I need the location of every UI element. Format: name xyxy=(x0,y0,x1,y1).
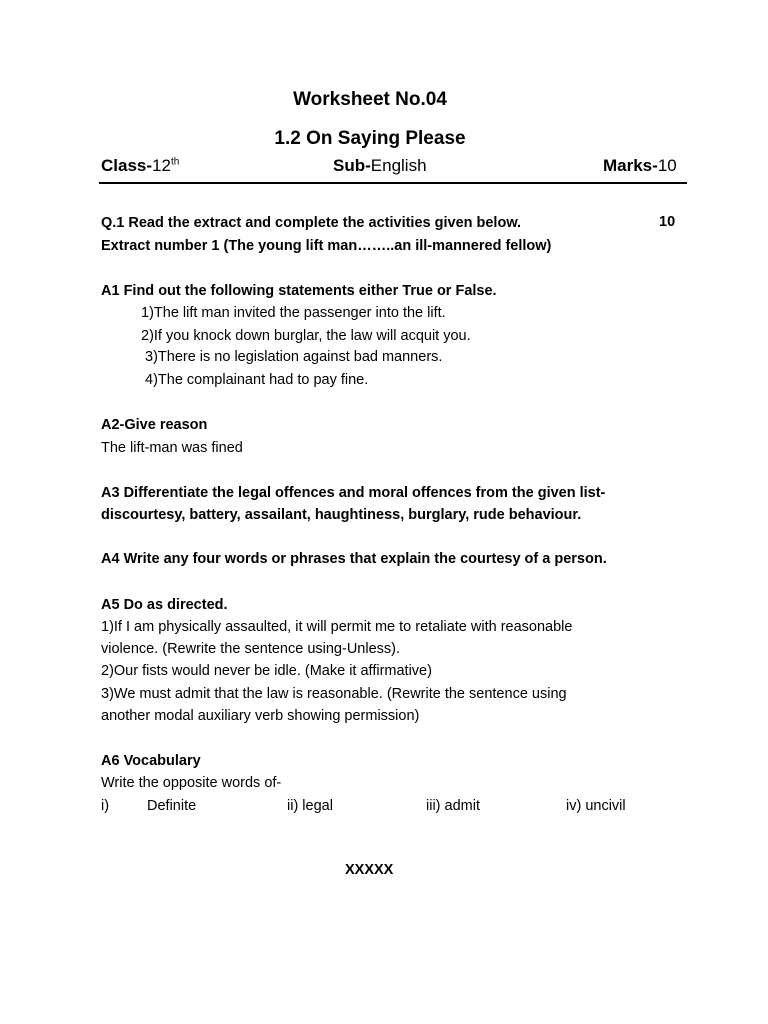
vocab-item: ii) legal xyxy=(287,798,333,814)
marks-value: 10 xyxy=(657,156,677,175)
question-1: Q.1 Read the extract and complete the activities given below. xyxy=(101,215,522,231)
subject-label: Sub- xyxy=(333,156,371,175)
a4-text: A4 Write any four words or phrases that explain the courtesy of a person. xyxy=(101,551,607,567)
subject-value: English xyxy=(370,156,427,175)
a1-statement: 4)The complainant had to pay fine. xyxy=(145,372,369,388)
subject-info xyxy=(333,156,427,176)
header-divider xyxy=(99,182,687,184)
a2-text: The lift-man was fined xyxy=(101,440,243,456)
class-value: 12 xyxy=(152,156,171,175)
a1-statement: 2)If you knock down burglar, the law will acquit you. xyxy=(141,328,471,344)
a5-line: 3)We must admit that the law is reasonable. (Rewrite the sentence using xyxy=(101,686,567,702)
chapter-title: 1.2 On Saying Please xyxy=(274,128,466,149)
a6-instruction: Write the opposite words of- xyxy=(101,775,282,791)
a1-statement: 1)The lift man invited the passenger into the lift. xyxy=(141,305,446,321)
a5-line: another modal auxiliary verb showing permission) xyxy=(101,708,420,724)
a3-line: A3 Differentiate the legal offences and moral offences from the given list- xyxy=(101,485,606,501)
vocab-item: i) xyxy=(101,798,110,814)
a5-line: violence. (Rewrite the sentence using-Unless). xyxy=(101,641,400,657)
a3-line: discourtesy, battery, assailant, haughtiness, burglary, rude behaviour. xyxy=(101,507,582,523)
class-suffix: th xyxy=(170,156,180,168)
a5-line: 2)Our fists would never be idle. (Make it affirmative) xyxy=(101,663,432,679)
worksheet-title: Worksheet No.04 xyxy=(293,89,447,110)
vocab-item: Definite xyxy=(147,798,197,814)
marks-info xyxy=(603,156,677,176)
a2-heading: A2-Give reason xyxy=(101,417,208,433)
vocab-item: iii) admit xyxy=(426,798,480,814)
vocab-item: iv) uncivil xyxy=(566,798,626,814)
a5-line: 1)If I am physically assaulted, it will permit me to retaliate with reasonable xyxy=(101,619,573,635)
question-1-marks: 10 xyxy=(659,214,676,230)
class-info xyxy=(101,156,179,176)
a6-heading: A6 Vocabulary xyxy=(101,753,201,769)
a5-heading: A5 Do as directed. xyxy=(101,597,228,613)
class-label: Class- xyxy=(101,156,153,175)
a1-heading: A1 Find out the following statements either True or False. xyxy=(101,283,497,299)
extract-reference: Extract number 1 (The young lift man……..an ill-mannered fellow) xyxy=(101,238,552,254)
end-marker: XXXXX xyxy=(345,862,394,878)
marks-label: Marks- xyxy=(603,156,658,175)
a1-statement: 3)There is no legislation against bad manners. xyxy=(145,349,443,365)
